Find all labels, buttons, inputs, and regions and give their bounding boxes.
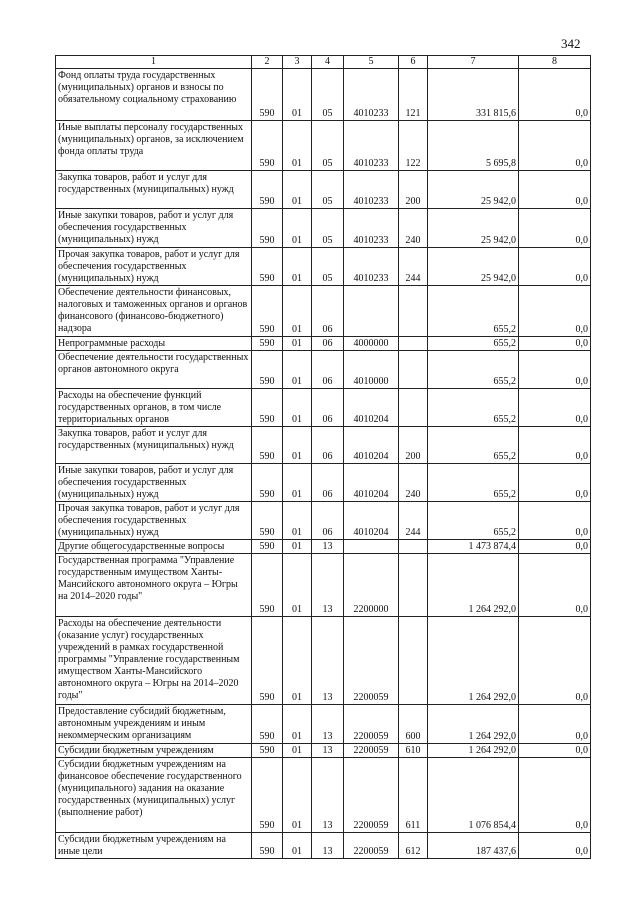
- amount-2-cell: 0,0: [519, 502, 591, 540]
- amount-cell: 1 473 874,4: [428, 540, 519, 554]
- section-cell: 01: [283, 833, 312, 859]
- row-name-cell: Обеспечение деятельности государственных органов автономного округа: [56, 351, 252, 389]
- expense-type-cell: 121: [399, 69, 428, 121]
- row-name-cell: Другие общегосударственные вопросы: [56, 540, 252, 554]
- header-row: [56, 56, 591, 69]
- row-name-cell: Субсидии бюджетным учреждениям на иные цели: [56, 833, 252, 859]
- expense-type-cell: [399, 554, 428, 617]
- table-row: [56, 554, 591, 617]
- table-row: [56, 427, 591, 464]
- row-name-cell: Предоставление субсидий бюджетным, автономным учреждениям и иным некоммерческим организациям: [56, 705, 252, 744]
- table-row: [56, 248, 591, 286]
- section-cell: 01: [283, 248, 312, 286]
- amount-2-cell: 0,0: [519, 554, 591, 617]
- amount-cell: 655,2: [428, 351, 519, 389]
- column-header: 4: [312, 56, 344, 69]
- subsection-cell: 06: [312, 286, 344, 337]
- amount-cell: 1 076 854,4: [428, 758, 519, 833]
- amount-cell: 25 942,0: [428, 209, 519, 248]
- expense-type-cell: 612: [399, 833, 428, 859]
- expense-type-cell: 610: [399, 744, 428, 758]
- code-cell: 590: [252, 744, 283, 758]
- section-cell: 01: [283, 286, 312, 337]
- row-name-cell: Субсидии бюджетным учреждениям на финансовое обеспечение государственного (муниципального) задания на оказание государственных (муниципальных) услуг (выполнение работ): [56, 758, 252, 833]
- amount-cell: 655,2: [428, 389, 519, 427]
- section-cell: 01: [283, 554, 312, 617]
- table-row: [56, 540, 591, 554]
- row-name-cell: Иные выплаты персоналу государственных (муниципальных) органов, за исключением фонда оплаты труда: [56, 121, 252, 171]
- table-row: [56, 337, 591, 351]
- amount-cell: 655,2: [428, 337, 519, 351]
- target-article-cell: 2200059: [344, 744, 399, 758]
- amount-2-cell: 0,0: [519, 427, 591, 464]
- column-header: 1: [56, 56, 252, 69]
- amount-cell: 655,2: [428, 427, 519, 464]
- amount-cell: 25 942,0: [428, 248, 519, 286]
- expense-type-cell: [399, 540, 428, 554]
- section-cell: 01: [283, 540, 312, 554]
- code-cell: 590: [252, 351, 283, 389]
- subsection-cell: 13: [312, 758, 344, 833]
- row-name-cell: Закупка товаров, работ и услуг для государственных (муниципальных) нужд: [56, 427, 252, 464]
- row-name-cell: Государственная программа "Управление государственным имуществом Ханты-Мансийского автономного округа – Югры на 2014–2020 годы": [56, 554, 252, 617]
- section-cell: 01: [283, 617, 312, 705]
- amount-2-cell: 0,0: [519, 171, 591, 209]
- code-cell: 590: [252, 209, 283, 248]
- code-cell: 590: [252, 502, 283, 540]
- table-row: [56, 705, 591, 744]
- code-cell: 590: [252, 833, 283, 859]
- column-header: 5: [344, 56, 399, 69]
- amount-2-cell: 0,0: [519, 758, 591, 833]
- amount-cell: 1 264 292,0: [428, 554, 519, 617]
- subsection-cell: 13: [312, 554, 344, 617]
- expense-type-cell: 611: [399, 758, 428, 833]
- code-cell: 590: [252, 248, 283, 286]
- target-article-cell: 4010000: [344, 351, 399, 389]
- target-article-cell: 4010204: [344, 464, 399, 502]
- subsection-cell: 05: [312, 248, 344, 286]
- subsection-cell: 13: [312, 833, 344, 859]
- column-header: 8: [519, 56, 591, 69]
- amount-2-cell: 0,0: [519, 833, 591, 859]
- section-cell: 01: [283, 389, 312, 427]
- code-cell: 590: [252, 540, 283, 554]
- table-row: [56, 351, 591, 389]
- row-name-cell: Иные закупки товаров, работ и услуг для обеспечения государственных (муниципальных) нужд: [56, 464, 252, 502]
- amount-cell: 1 264 292,0: [428, 617, 519, 705]
- amount-2-cell: 0,0: [519, 337, 591, 351]
- code-cell: 590: [252, 554, 283, 617]
- page-number: 342: [561, 36, 581, 51]
- code-cell: 590: [252, 389, 283, 427]
- subsection-cell: 05: [312, 69, 344, 121]
- column-header: 2: [252, 56, 283, 69]
- table-row: [56, 464, 591, 502]
- amount-cell: 187 437,6: [428, 833, 519, 859]
- section-cell: 01: [283, 171, 312, 209]
- expense-type-cell: [399, 617, 428, 705]
- expense-type-cell: [399, 337, 428, 351]
- code-cell: 590: [252, 337, 283, 351]
- table-row: [56, 758, 591, 833]
- section-cell: 01: [283, 744, 312, 758]
- subsection-cell: 06: [312, 389, 344, 427]
- row-name-cell: Непрограммные расходы: [56, 337, 252, 351]
- section-cell: 01: [283, 121, 312, 171]
- amount-cell: 655,2: [428, 286, 519, 337]
- section-cell: 01: [283, 337, 312, 351]
- subsection-cell: 06: [312, 502, 344, 540]
- column-header: 7: [428, 56, 519, 69]
- subsection-cell: 05: [312, 171, 344, 209]
- row-name-cell: Расходы на обеспечение деятельности (оказание услуг) государственных учреждений в рамках государственной программы "Управление государственным имуществом Ханты-Мансийского автономного округа – Югры на 2014–2020 годы": [56, 617, 252, 705]
- budget-table: [55, 55, 591, 859]
- subsection-cell: 06: [312, 427, 344, 464]
- code-cell: 590: [252, 427, 283, 464]
- amount-cell: 5 695,8: [428, 121, 519, 171]
- expense-type-cell: 244: [399, 248, 428, 286]
- subsection-cell: 06: [312, 351, 344, 389]
- target-article-cell: 4010233: [344, 209, 399, 248]
- table-row: [56, 389, 591, 427]
- expense-type-cell: [399, 389, 428, 427]
- amount-cell: 655,2: [428, 502, 519, 540]
- table-row: [56, 833, 591, 859]
- table-row: [56, 617, 591, 705]
- expense-type-cell: [399, 286, 428, 337]
- row-name-cell: Субсидии бюджетным учреждениям: [56, 744, 252, 758]
- code-cell: 590: [252, 464, 283, 502]
- table-row: [56, 171, 591, 209]
- table-body: [56, 69, 591, 859]
- amount-2-cell: 0,0: [519, 121, 591, 171]
- amount-2-cell: 0,0: [519, 540, 591, 554]
- amount-2-cell: 0,0: [519, 351, 591, 389]
- amount-2-cell: 0,0: [519, 286, 591, 337]
- target-article-cell: 2200059: [344, 833, 399, 859]
- amount-cell: 1 264 292,0: [428, 744, 519, 758]
- code-cell: 590: [252, 69, 283, 121]
- row-name-cell: Расходы на обеспечение функций государственных органов, в том числе территориальных органов: [56, 389, 252, 427]
- section-cell: 01: [283, 502, 312, 540]
- target-article-cell: 2200059: [344, 705, 399, 744]
- target-article-cell: 2200059: [344, 758, 399, 833]
- section-cell: 01: [283, 351, 312, 389]
- amount-2-cell: 0,0: [519, 617, 591, 705]
- target-article-cell: 2200059: [344, 617, 399, 705]
- table-row: [56, 209, 591, 248]
- code-cell: 590: [252, 705, 283, 744]
- subsection-cell: 06: [312, 337, 344, 351]
- target-article-cell: 4010204: [344, 502, 399, 540]
- code-cell: 590: [252, 121, 283, 171]
- target-article-cell: 4010233: [344, 171, 399, 209]
- code-cell: 590: [252, 171, 283, 209]
- target-article-cell: [344, 540, 399, 554]
- section-cell: 01: [283, 464, 312, 502]
- code-cell: 590: [252, 758, 283, 833]
- target-article-cell: 4010204: [344, 389, 399, 427]
- subsection-cell: 13: [312, 744, 344, 758]
- row-name-cell: Закупка товаров, работ и услуг для государственных (муниципальных) нужд: [56, 171, 252, 209]
- target-article-cell: 4010233: [344, 248, 399, 286]
- amount-2-cell: 0,0: [519, 389, 591, 427]
- code-cell: 590: [252, 286, 283, 337]
- amount-2-cell: 0,0: [519, 744, 591, 758]
- target-article-cell: 2200000: [344, 554, 399, 617]
- amount-cell: 331 815,6: [428, 69, 519, 121]
- amount-cell: 1 264 292,0: [428, 705, 519, 744]
- subsection-cell: 05: [312, 209, 344, 248]
- target-article-cell: 4000000: [344, 337, 399, 351]
- subsection-cell: 06: [312, 464, 344, 502]
- row-name-cell: Фонд оплаты труда государственных (муниципальных) органов и взносы по обязательному социальному страхованию: [56, 69, 252, 121]
- expense-type-cell: 200: [399, 427, 428, 464]
- table-row: [56, 744, 591, 758]
- expense-type-cell: 600: [399, 705, 428, 744]
- expense-type-cell: 240: [399, 464, 428, 502]
- row-name-cell: Обеспечение деятельности финансовых, налоговых и таможенных органов и органов финансового (финансово-бюджетного) надзора: [56, 286, 252, 337]
- row-name-cell: Иные закупки товаров, работ и услуг для обеспечения государственных (муниципальных) нужд: [56, 209, 252, 248]
- row-name-cell: Прочая закупка товаров, работ и услуг для обеспечения государственных (муниципальных) нужд: [56, 248, 252, 286]
- target-article-cell: 4010233: [344, 69, 399, 121]
- target-article-cell: 4010233: [344, 121, 399, 171]
- table-row: [56, 286, 591, 337]
- expense-type-cell: 244: [399, 502, 428, 540]
- subsection-cell: 13: [312, 617, 344, 705]
- section-cell: 01: [283, 427, 312, 464]
- section-cell: 01: [283, 705, 312, 744]
- amount-2-cell: 0,0: [519, 705, 591, 744]
- amount-2-cell: 0,0: [519, 464, 591, 502]
- target-article-cell: [344, 286, 399, 337]
- expense-type-cell: [399, 351, 428, 389]
- table-row: [56, 502, 591, 540]
- subsection-cell: 13: [312, 540, 344, 554]
- row-name-cell: Прочая закупка товаров, работ и услуг для обеспечения государственных (муниципальных) нужд: [56, 502, 252, 540]
- expense-type-cell: 240: [399, 209, 428, 248]
- amount-2-cell: 0,0: [519, 209, 591, 248]
- amount-2-cell: 0,0: [519, 69, 591, 121]
- target-article-cell: 4010204: [344, 427, 399, 464]
- column-header: 6: [399, 56, 428, 69]
- code-cell: 590: [252, 617, 283, 705]
- amount-cell: 25 942,0: [428, 171, 519, 209]
- subsection-cell: 05: [312, 121, 344, 171]
- column-header: 3: [283, 56, 312, 69]
- subsection-cell: 13: [312, 705, 344, 744]
- table-row: [56, 69, 591, 121]
- table-row: [56, 121, 591, 171]
- amount-2-cell: 0,0: [519, 248, 591, 286]
- section-cell: 01: [283, 758, 312, 833]
- section-cell: 01: [283, 69, 312, 121]
- amount-cell: 655,2: [428, 464, 519, 502]
- expense-type-cell: 122: [399, 121, 428, 171]
- expense-type-cell: 200: [399, 171, 428, 209]
- section-cell: 01: [283, 209, 312, 248]
